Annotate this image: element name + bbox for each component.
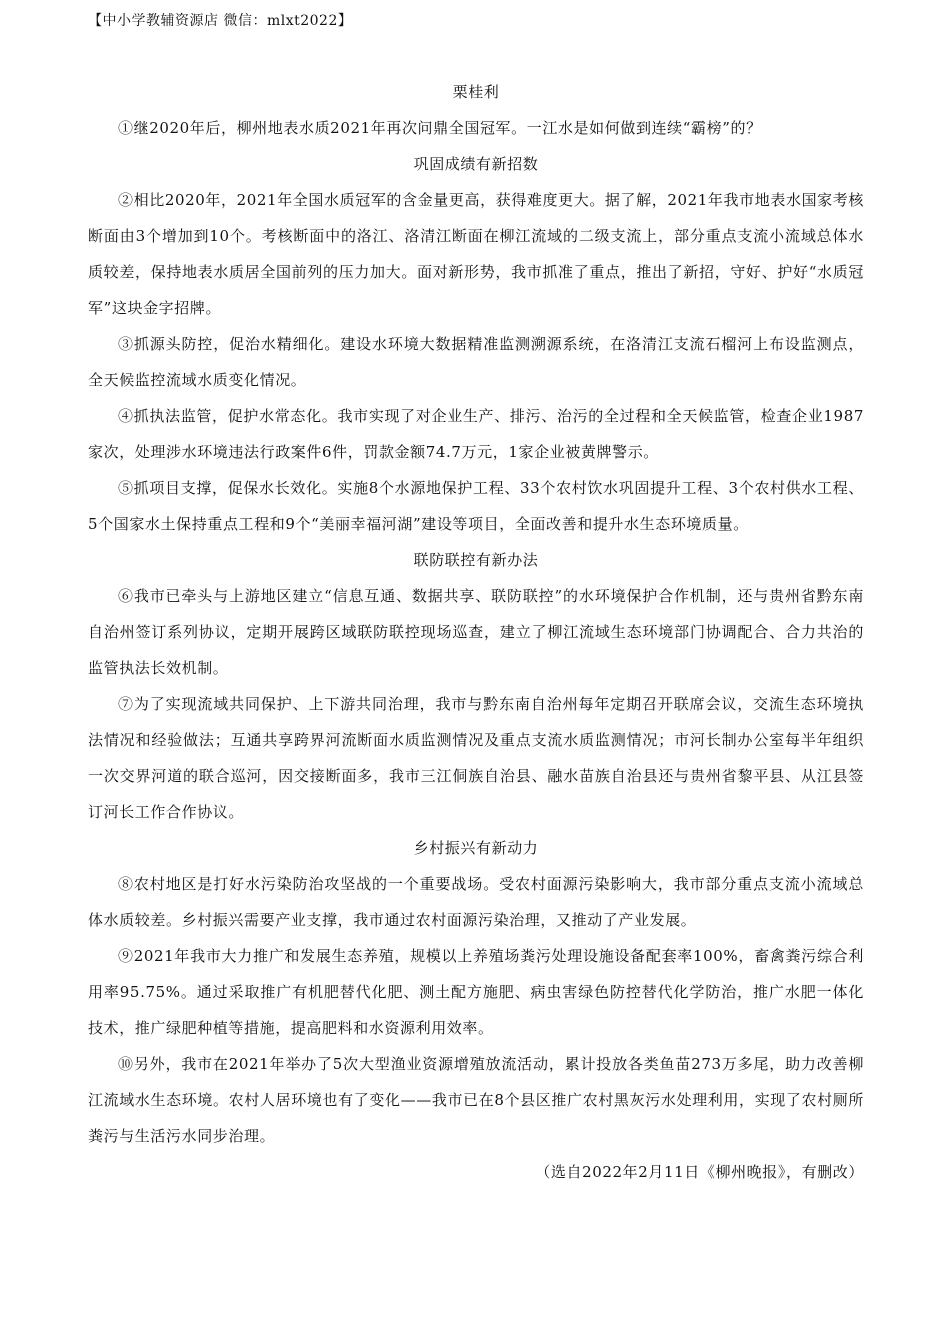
header-note: 【中小学教辅资源店 微信：mlxt2022】 xyxy=(88,13,353,29)
paragraph-6: ⑥我市已牵头与上游地区建立“信息互通、数据共享、联防联控”的水环境保护合作机制，还与贵州省黔东南自治州签订系列协议，定期开展跨区域联防联控现场巡查，建立了柳江流域生态环境部门协调配合、合力共治的监管执法长效机制。 xyxy=(88,587,864,677)
paragraph-2: ②相比2020年，2021年全国水质冠军的含金量更高，获得难度更大。据了解，2021年我市地表水国家考核断面由3个增加到10个。考核断面中的洛江、洛清江断面在柳江流域的二级支流上，部分重点支流小流域总体水质较差，保持地表水质居全国前列的压力加大。面对新形势，我市抓准了重点，推出了新招，守好、护好“水质冠军”这块金字招牌。 xyxy=(88,191,864,317)
paragraph-4: ④抓执法监管，促护水常态化。我市实现了对企业生产、排污、治污的全过程和全天候监管，检查企业1987家次，处理涉水环境违法行政案件6件，罚款金额74.7万元，1家企业被黄牌警示。 xyxy=(88,407,864,461)
article xyxy=(88,74,864,1190)
paragraph-7: ⑦为了实现流域共同保护、上下游共同治理，我市与黔东南自治州每年定期召开联席会议，交流生态环境执法情况和经验做法；互通共享跨界河流断面水质监测情况及重点支流水质监测情况；市河长制办公室每半年组织一次交界河道的联合巡河，因交接断面多，我市三江侗族自治县、融水苗族自治县还与贵州省黎平县、从江县签订河长工作合作协议。 xyxy=(88,695,864,821)
paragraph-1: ①继2020年后，柳州地表水质2021年再次问鼎全国冠军。一江水是如何做到连续“霸榜”的？ xyxy=(118,119,762,137)
section-title-2: 联防联控有新办法 xyxy=(413,551,539,569)
paragraph-8: ⑧农村地区是打好水污染防治攻坚战的一个重要战场。受农村面源污染影响大，我市部分重点支流小流域总体水质较差。乡村振兴需要产业支撑，我市通过农村面源污染治理，又推动了产业发展。 xyxy=(88,875,864,929)
paragraph-5: ⑤抓项目支撑，促保水长效化。实施8个水源地保护工程、33个农村饮水巩固提升工程、3个农村供水工程、5个国家水土保持重点工程和9个“美丽幸福河湖”建设等项目，全面改善和提升水生态环境质量。 xyxy=(88,479,865,533)
article-source: （选自2022年2月11日《柳州晚报》，有删改） xyxy=(535,1163,864,1181)
paragraph-10: ⑩另外，我市在2021年举办了5次大型渔业资源增殖放流活动，累计投放各类鱼苗273万多尾，助力改善柳江流域水生态环境。农村人居环境也有了变化——我市已在8个县区推广农村黑灰污水处理利用，实现了农村厕所粪污与生活污水同步治理。 xyxy=(88,1055,864,1145)
paragraph-9: ⑨2021年我市大力推广和发展生态养殖，规模以上养殖场粪污处理设施设备配套率100%，畜禽粪污综合利用率95.75%。通过采取推广有机肥替代化肥、测土配方施肥、病虫害绿色防控替代化学防治，推广水肥一体化技术，推广绿肥种植等措施，提高肥料和水资源利用效率。 xyxy=(88,947,864,1037)
paragraph-3: ③抓源头防控，促治水精细化。建设水环境大数据精准监测溯源系统，在洛清江支流石榴河上布设监测点，全天候监控流域水质变化情况。 xyxy=(88,335,864,389)
article-author: 栗桂利 xyxy=(452,83,500,101)
section-title-1: 巩固成绩有新招数 xyxy=(413,155,539,173)
section-title-3: 乡村振兴有新动力 xyxy=(413,839,539,857)
